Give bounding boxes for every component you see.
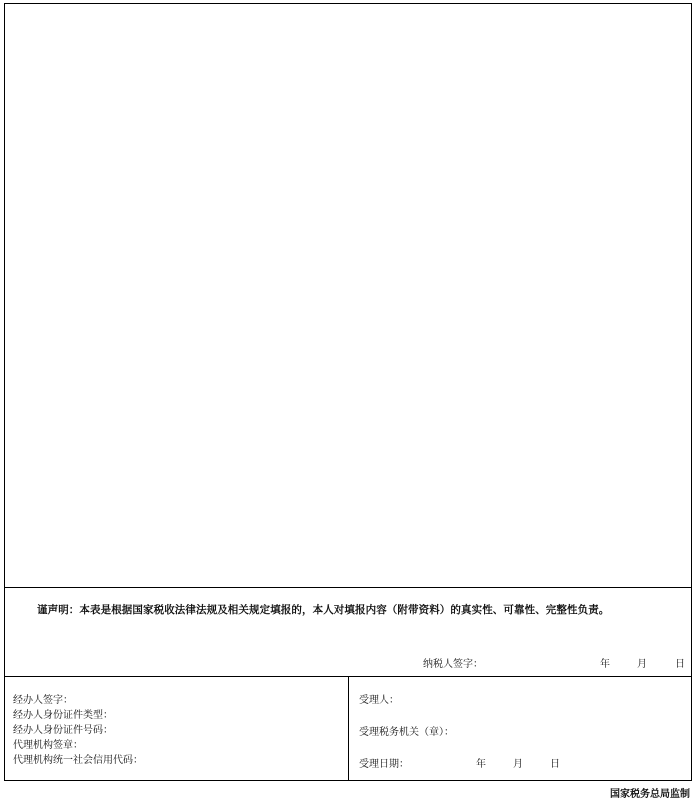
acceptance-date-label: 受理日期： (359, 759, 409, 770)
agent-id-type-label: 经办人身份证件类型： (13, 710, 113, 721)
agent-info (5, 677, 349, 780)
declaration-text: 谨声明：本表是根据国家税收法律法规及相关规定填报的，本人对填报内容（附带资料）的真实性、可靠性、完整性负责。 (37, 604, 610, 616)
agent-signature-label: 经办人签字： (13, 695, 73, 706)
declaration-section (5, 588, 691, 677)
bottom-section (5, 677, 691, 780)
agency-credit-code-label: 代理机构统一社会信用代码： (13, 755, 143, 766)
tax-form (4, 3, 692, 781)
footer-supervision-text: 国家税务总局监制 (610, 789, 690, 800)
taxpayer-signature-label: 纳税人签字： (423, 659, 483, 670)
acceptance-year-label: 年 (476, 759, 486, 770)
acceptance-day-label: 日 (550, 759, 560, 770)
agency-seal-label: 代理机构签章： (13, 740, 83, 751)
month-label: 月 (637, 659, 647, 670)
agent-id-number-label: 经办人身份证件号码： (13, 725, 113, 736)
acceptor-label: 受理人： (359, 695, 399, 706)
tax-authority-label: 受理税务机关（章）： (359, 727, 454, 738)
acceptance-month-label: 月 (513, 759, 523, 770)
form-blank-area (5, 4, 691, 588)
acceptance-info (349, 677, 693, 780)
day-label: 日 (675, 659, 685, 670)
year-label: 年 (600, 659, 610, 670)
